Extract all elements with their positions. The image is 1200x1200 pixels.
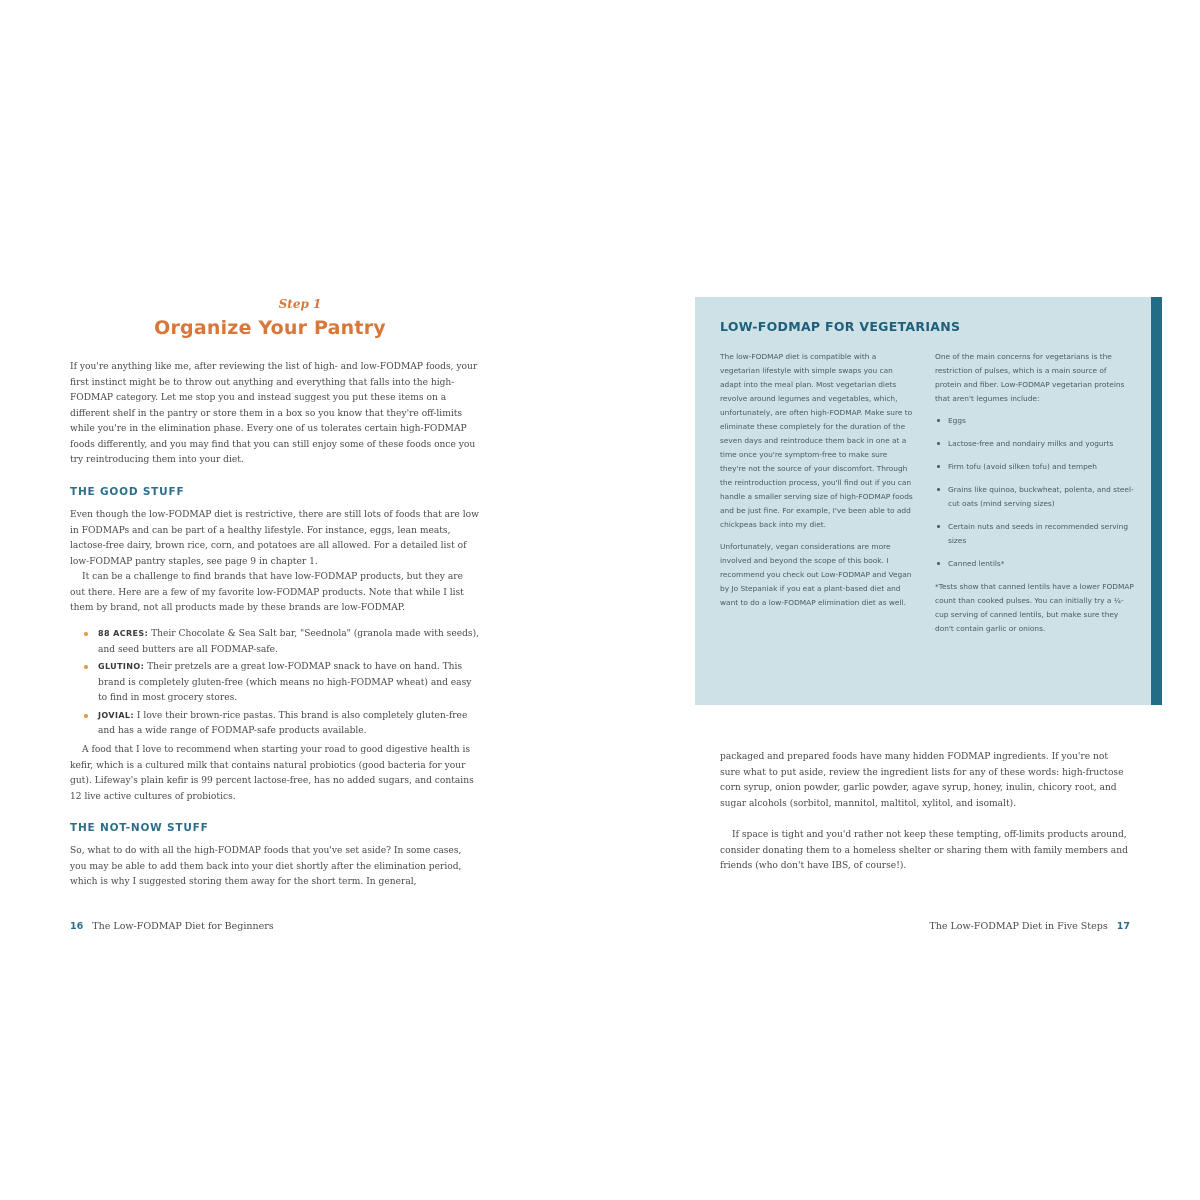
list-item bbox=[935, 483, 1135, 511]
list-item-text: I love their brown-rice pastas. This brand is also completely gluten-free and has a wide range of FODMAP-safe products available. bbox=[98, 710, 468, 736]
page-number: 17 bbox=[1116, 921, 1130, 932]
protein-list bbox=[935, 414, 1135, 571]
list-item bbox=[84, 626, 480, 658]
sidebar-title: LOW-FODMAP FOR VEGETARIANS bbox=[720, 319, 961, 334]
list-item-text: Their pretzels are a great low-FODMAP snack to have on hand. This brand is completely gluten-free (which means no high-FODMAP wheat) and easy to find in most grocery stores. bbox=[98, 662, 472, 703]
list-item-text: Canned lentils* bbox=[948, 559, 1005, 568]
kefir-paragraph: A food that I love to recommend when starting your road to good digestive health is kefir, which is a cultured milk that contains natural probiotics (good bacteria for your gut). Lifeway's plain kefir is 99 percent lactose-free, has no added sugars, and contains 12 live active cultures of probiotics. bbox=[70, 745, 474, 802]
brand-name: 88 ACRES: bbox=[98, 629, 149, 638]
right-page bbox=[600, 0, 1200, 1200]
intro-paragraph: If you're anything like me, after reviewing the list of high- and low-FODMAP foods, your first instinct might be to throw out anything and everything that falls into the high-FODMAP category. Let me stop you and instead suggest you put these items on a different shelf in the pantry or store them in a box so you know that they're off-limits while you're in the elimination phase. Every one of us tolerates certain high-FODMAP foods differently, and you may find that you can still enjoy some of these foods once you try reintroducing them into your diet. bbox=[70, 362, 478, 465]
left-footer bbox=[70, 921, 274, 932]
right-paragraph-2: If space is tight and you'd rather not keep these tempting, off-limits products around, consider donating them to a homeless shelter or sharing them with family members and friends (who don't have IBS, of course!). bbox=[720, 830, 1128, 871]
bullet-dot-icon bbox=[84, 714, 88, 718]
sidebar-column-2 bbox=[935, 350, 1135, 644]
good-stuff-heading: THE GOOD STUFF bbox=[70, 486, 185, 498]
list-item bbox=[935, 557, 1135, 571]
product-list bbox=[84, 626, 480, 741]
list-item-text: Lactose-free and nondairy milks and yogurts bbox=[948, 439, 1114, 448]
right-footer bbox=[929, 921, 1130, 932]
list-item bbox=[84, 659, 480, 707]
right-paragraph-1: packaged and prepared foods have many hidden FODMAP ingredients. If you're not sure what to put aside, review the ingredient lists for any of these words: high-fructose corn syrup, onion powder, garlic powder, agave syrup, honey, inulin, chicory root, and sugar alcohols (sorbitol, mannitol, maltitol, xylitol, and isomalt). bbox=[720, 752, 1124, 809]
brand-name: JOVIAL: bbox=[98, 710, 135, 720]
sidebar-accent-bar bbox=[1151, 297, 1162, 705]
vegetarian-sidebar bbox=[695, 297, 1162, 705]
list-item-text: Their Chocolate & Sea Salt bar, "Seednola" (granola made with seeds), and seed butters are all FODMAP-safe. bbox=[98, 629, 480, 655]
bullet-dot-icon bbox=[937, 488, 940, 491]
sidebar-footnote: *Tests show that canned lentils have a lower FODMAP count than cooked pulses. You can initially try a ¼-cup serving of canned lentils, but make sure they don't contain garlic or onions. bbox=[935, 582, 1134, 633]
page-title: Organize Your Pantry bbox=[154, 317, 386, 339]
good-stuff-paragraph-2: It can be a challenge to find brands that have low-FODMAP products, but they are out there. Here are a few of my favorite low-FODMAP products. Note that while I list them by brand, not all products made by these brands are low-FODMAP. bbox=[70, 572, 464, 613]
list-item bbox=[935, 414, 1135, 428]
sidebar-paragraph: Unfortunately, vegan considerations are more involved and beyond the scope of this book. I recommend you check out Low-FODMAP and Vegan by Jo Stepaniak if you eat a plant-based diet and want to do a low-FODMAP elimination diet as well. bbox=[720, 542, 912, 607]
list-item-text: Certain nuts and seeds in recommended serving sizes bbox=[948, 522, 1129, 545]
page-number: 16 bbox=[70, 921, 84, 932]
list-item-text: Grains like quinoa, buckwheat, polenta, and steel-cut oats (mind serving sizes) bbox=[948, 485, 1134, 508]
bullet-dot-icon bbox=[937, 465, 940, 468]
list-item bbox=[935, 460, 1135, 474]
sidebar-paragraph: One of the main concerns for vegetarians is the restriction of pulses, which is a main source of protein and fiber. Low-FODMAP vegetarian proteins that aren't legumes include: bbox=[935, 352, 1125, 403]
bullet-dot-icon bbox=[937, 442, 940, 445]
brand-name: GLUTINO: bbox=[98, 662, 145, 671]
list-item bbox=[935, 520, 1135, 548]
list-item-text: Eggs bbox=[948, 416, 966, 425]
bullet-dot-icon bbox=[937, 525, 940, 528]
sidebar-paragraph: The low-FODMAP diet is compatible with a vegetarian lifestyle with simple swaps you can adapt into the meal plan. Most vegetarian diets revolve around legumes and vegetables, which, unfortunately, are often high-FODMAP. Make sure to eliminate these completely for the duration of the seven days and reintroduce them back in one at a time once you're symptom-free to make sure they're not the source of your discomfort. Through the reintroduction process, you'll find out if you can handle a smaller serving size of high-FODMAP foods and be just fine. For example, I've been able to add chickpeas back into my diet. bbox=[720, 352, 913, 529]
not-now-heading: THE NOT-NOW STUFF bbox=[70, 822, 209, 834]
bullet-dot-icon bbox=[84, 665, 88, 669]
bullet-dot-icon bbox=[937, 419, 940, 422]
good-stuff-paragraph-1: Even though the low-FODMAP diet is restrictive, there are still lots of foods that are low in FODMAPs and can be part of a healthy lifestyle. For instance, eggs, lean meats, lactose-free dairy, brown rice, corn, and potatoes are all allowed. For a detailed list of low-FODMAP pantry staples, see page 9 in chapter 1. bbox=[70, 510, 479, 567]
step-label: Step 1 bbox=[278, 297, 322, 311]
list-item bbox=[935, 437, 1135, 451]
list-item bbox=[84, 708, 480, 740]
section-title: The Low-FODMAP Diet in Five Steps bbox=[929, 921, 1108, 932]
sidebar-column-1 bbox=[720, 350, 913, 618]
bullet-dot-icon bbox=[937, 562, 940, 565]
book-title: The Low-FODMAP Diet for Beginners bbox=[92, 921, 274, 932]
bullet-dot-icon bbox=[84, 632, 88, 636]
list-item-text: Firm tofu (avoid silken tofu) and tempeh bbox=[948, 462, 1097, 471]
not-now-paragraph: So, what to do with all the high-FODMAP foods that you've set aside? In some cases, you may be able to add them back into your diet shortly after the elimination period, which is why I suggested storing them away for the short term. In general, bbox=[70, 846, 462, 887]
